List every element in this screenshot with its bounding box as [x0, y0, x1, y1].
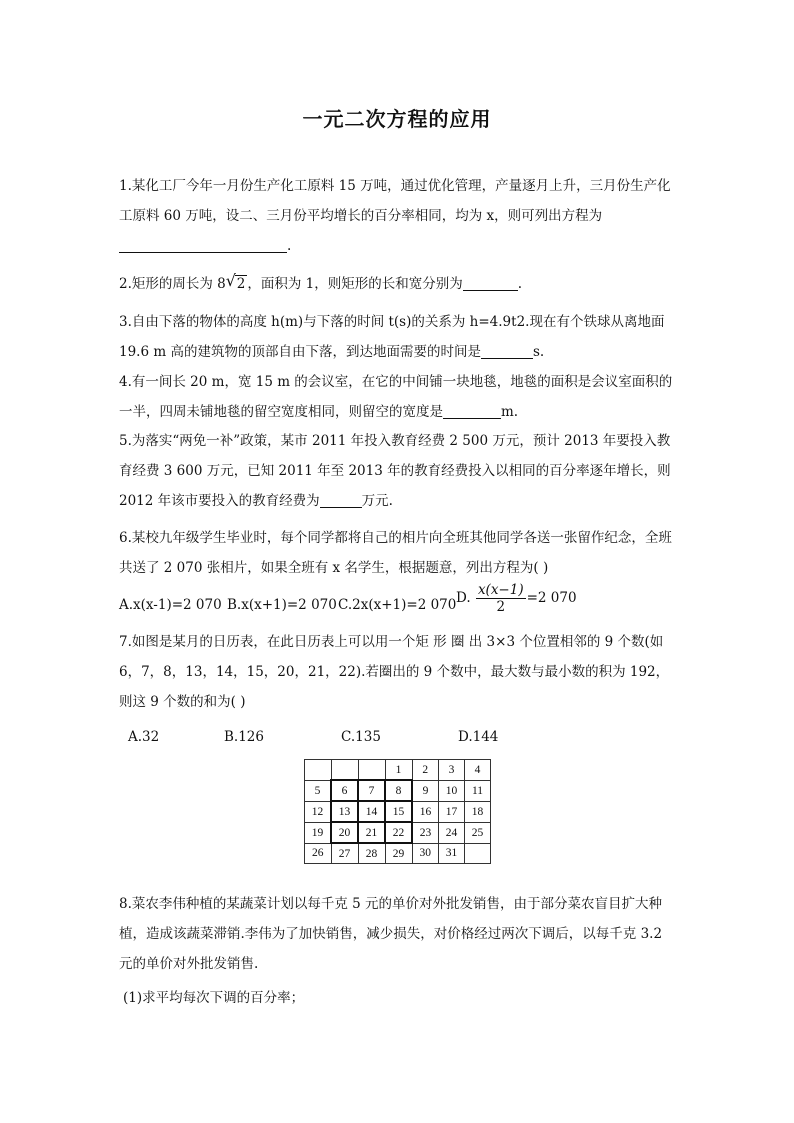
fraction [476, 582, 526, 615]
calendar-table [304, 759, 491, 864]
calendar-cell: 7 [358, 780, 385, 801]
calendar-cell: 30 [412, 843, 439, 864]
option-c[interactable]: C.2x(x+1)=2 070 [338, 597, 457, 613]
calendar-cell: 1 [385, 760, 412, 781]
fraction-denominator: 2 [496, 599, 506, 615]
calendar-cell: 11 [465, 780, 491, 801]
question-8 [119, 889, 679, 979]
calendar-cell: 18 [465, 801, 491, 822]
question-8-part-1: (1)求平均每次下调的百分率； [123, 990, 305, 1006]
calendar-cell: 3 [439, 760, 465, 781]
question-2-text-after: ，面积为 1，则矩形的长和宽分别为 [247, 276, 463, 292]
calendar-cell: 28 [358, 843, 385, 864]
option-a[interactable]: A.x(x-1)=2 070 [119, 597, 222, 613]
calendar-cell: 21 [358, 822, 385, 843]
question-4-tail: m. [501, 404, 519, 420]
question-2-tail: . [517, 276, 523, 292]
calendar-cell [465, 843, 491, 864]
calendar-cell: 17 [439, 801, 465, 822]
question-7-text: 7.如图是某月的日历表，在此日历表上可以用一个矩 形 圈 出 3×3 个位置相邻的 9 个数(如 6，7，8，13，14，15，20，21，22).若圈出的 9 个数中，最大数与最小数的积为 192，则这 9 个数的和为( ) [119, 634, 670, 710]
option-b[interactable]: B.126 [224, 729, 264, 745]
calendar-row [305, 822, 491, 843]
option-a[interactable]: A.32 [128, 729, 160, 745]
question-6 [119, 523, 679, 583]
calendar-row [305, 801, 491, 822]
page-title: 一元二次方程的应用 [302, 107, 492, 131]
question-1-tail: . [287, 238, 292, 254]
calendar-cell: 9 [412, 780, 439, 801]
calendar-row [305, 843, 491, 864]
calendar-cell: 16 [412, 801, 439, 822]
question-3 [119, 307, 679, 367]
question-5-text: 5.为落实“两免一补”政策，某市 2011 年投入教育经费 2 500 万元，预计 2013 年要投入教育经费 3 600 万元，已知 2011 年至 2013 年的教育经费投入以相同的百分率逐年增长，则 2012 年该市要投入的教育经费为 [119, 433, 671, 509]
fraction-numerator: x(x−1) [477, 582, 524, 598]
question-1-text: 1.某化工厂今年一月份生产化工原料 15 万吨，通过优化管理，产量逐月上升，三月份生产化工原料 60 万吨，设二、三月份平均增长的百分率相同，均为 x，则可列出方程为 [119, 178, 671, 224]
sqrt-symbol: √ 2 [225, 271, 246, 292]
answer-blank[interactable] [320, 491, 362, 508]
answer-blank[interactable] [481, 342, 533, 359]
question-3-tail: s. [532, 344, 545, 360]
option-d-label: D. [456, 590, 471, 606]
option-d[interactable]: D.144 [458, 729, 499, 745]
question-5 [119, 426, 679, 516]
calendar-cell: 19 [305, 822, 332, 843]
question-3-text: 3.自由下落的物体的高度 h(m)与下落的时间 t(s)的关系为 h=4.9t2.现在有个铁球从离地面 19.6 m 高的建筑物的顶部自由下落，到达地面需要的时间是 [119, 314, 665, 360]
answer-blank[interactable] [463, 274, 518, 291]
question-5-tail: 万元. [361, 493, 393, 509]
calendar-cell: 6 [331, 780, 358, 801]
question-2-text: 2.矩形的周长为 8 [119, 276, 226, 292]
sqrt-radicand: 2 [236, 276, 246, 292]
calendar-cell: 10 [439, 780, 465, 801]
answer-blank[interactable] [119, 236, 287, 253]
calendar-cell: 20 [331, 822, 358, 843]
question-4-text: 4.有一间长 20 m，宽 15 m 的会议室，在它的中间铺一块地毯，地毯的面积是会议室面积的一半，四周未铺地毯的留空宽度相同，则留空的宽度是 [119, 374, 673, 420]
calendar-cell: 31 [439, 843, 465, 864]
calendar-cell: 26 [305, 843, 332, 864]
calendar-cell: 5 [305, 780, 332, 801]
answer-blank[interactable] [443, 402, 501, 419]
question-6-text: 6.某校九年级学生毕业时，每个同学都将自己的相片向全班其他同学各送一张留作纪念，全班共送了 2 070 张相片，如果全班有 x 名学生，根据题意，列出方程为( ) [119, 530, 672, 576]
question-7 [119, 627, 679, 717]
calendar-cell [305, 760, 332, 781]
calendar-cell: 27 [331, 843, 358, 864]
calendar-cell: 23 [412, 822, 439, 843]
question-7-options [128, 722, 628, 752]
calendar-cell [331, 760, 358, 781]
question-2 [119, 269, 679, 299]
calendar-cell: 24 [439, 822, 465, 843]
question-4 [119, 367, 679, 427]
calendar-cell: 25 [465, 822, 491, 843]
option-c[interactable]: C.135 [341, 729, 381, 745]
calendar-cell: 22 [385, 822, 412, 843]
calendar-cell: 2 [412, 760, 439, 781]
option-d[interactable] [456, 582, 577, 615]
question-1 [119, 171, 679, 261]
calendar-cell: 29 [385, 843, 412, 864]
calendar-cell: 12 [305, 801, 332, 822]
option-b[interactable]: B.x(x+1)=2 070 [227, 597, 337, 613]
option-d-value: =2 070 [526, 590, 577, 606]
question-6-options [119, 582, 679, 622]
calendar-cell [358, 760, 385, 781]
calendar-cell: 15 [385, 801, 412, 822]
calendar-cell: 14 [358, 801, 385, 822]
question-8-text: 8.菜农李伟种植的某蔬菜计划以每千克 5 元的单价对外批发销售，由于部分菜农盲目扩大种植，造成该蔬菜滞销.李伟为了加快销售，减少损失，对价格经过两次下调后，以每千克 3.2 元的单价对外批发销售. [119, 896, 663, 972]
calendar-cell: 8 [385, 780, 412, 801]
calendar-row [305, 780, 491, 801]
calendar-cell: 13 [331, 801, 358, 822]
calendar-cell: 4 [465, 760, 491, 781]
calendar-row [305, 760, 491, 781]
